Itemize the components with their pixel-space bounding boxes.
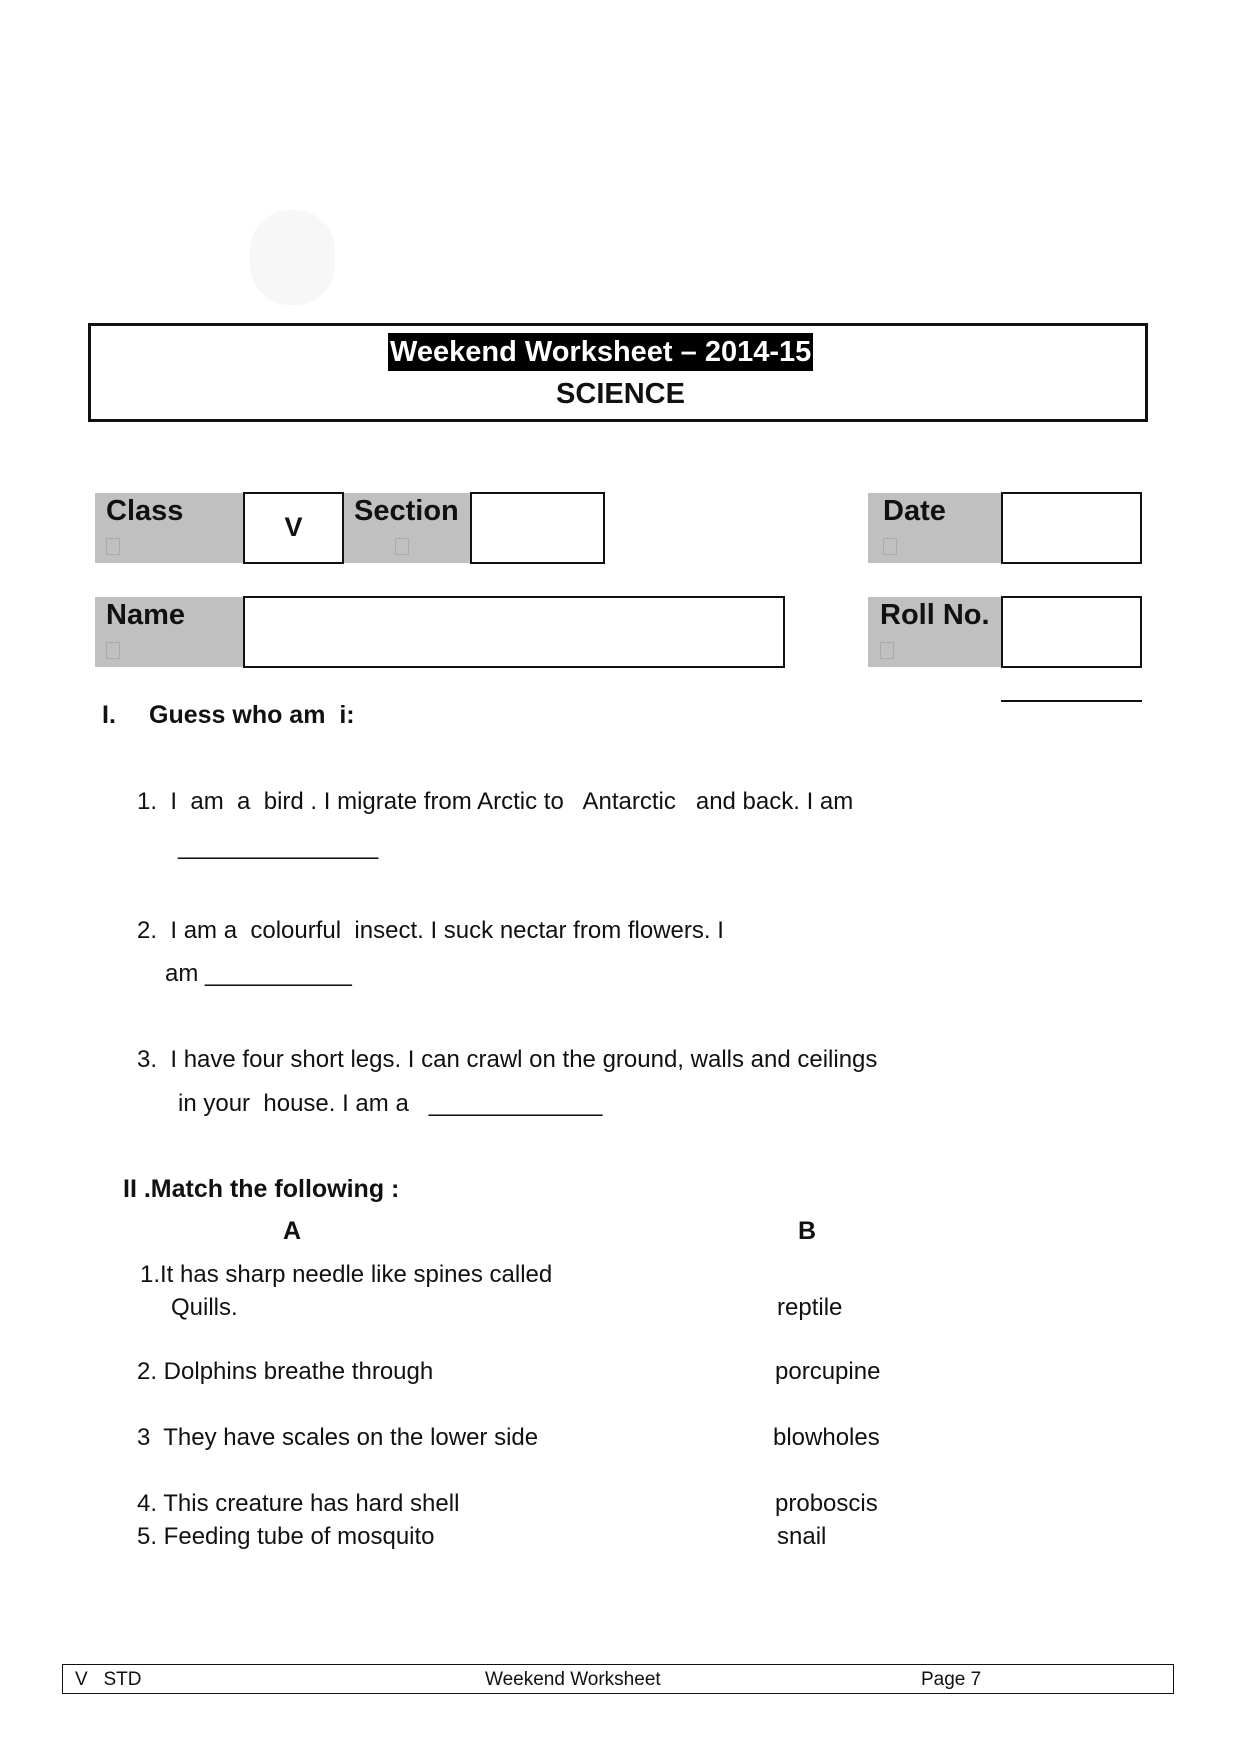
question-2-line-2[interactable]: am ___________ <box>165 960 352 987</box>
question-2-line-1: 2. I am a colourful insect. I suck nectar from flowers. I <box>137 917 724 944</box>
section-field[interactable] <box>470 492 605 564</box>
match-a3: 3 They have scales on the lower side <box>137 1424 539 1451</box>
checkbox-glyph-icon <box>880 642 894 659</box>
footer-class: V STD <box>75 1669 142 1690</box>
footer-title: Weekend Worksheet <box>485 1669 661 1690</box>
date-field[interactable] <box>1001 492 1142 564</box>
section-label-cell <box>344 493 470 563</box>
match-b2: porcupine <box>775 1358 881 1385</box>
name-label-cell <box>95 597 243 667</box>
divider-line <box>1001 700 1142 702</box>
checkbox-glyph-icon <box>106 538 120 555</box>
column-b-header: B <box>798 1217 817 1245</box>
page-footer <box>62 1664 1174 1694</box>
match-b1: reptile <box>777 1294 843 1321</box>
match-b3: blowholes <box>773 1424 880 1451</box>
name-field[interactable] <box>243 596 785 668</box>
worksheet-title: Weekend Worksheet – 2014-15 <box>388 333 813 371</box>
match-a5: 5. Feeding tube of mosquito <box>137 1523 435 1550</box>
question-1-answer-blank[interactable]: _______________ <box>178 833 379 860</box>
roll-label-cell <box>868 597 1001 667</box>
match-a4: 4. This creature has hard shell <box>137 1490 460 1517</box>
match-a1-line-2: Quills. <box>171 1294 238 1321</box>
match-b4: proboscis <box>775 1490 878 1517</box>
class-label-cell <box>95 493 243 563</box>
date-label-cell <box>868 493 1001 563</box>
class-label: Class <box>106 495 184 527</box>
checkbox-glyph-icon <box>395 538 409 555</box>
question-3-line-2[interactable]: in your house. I am a _____________ <box>178 1090 603 1117</box>
name-label: Name <box>106 599 185 631</box>
section-1-number: I. <box>102 701 116 729</box>
date-label: Date <box>883 495 946 527</box>
match-a2: 2. Dolphins breathe through <box>137 1358 434 1385</box>
question-1-line-1: 1. I am a bird . I migrate from Arctic to Antarctic and back. I am <box>137 788 854 815</box>
section-1-heading: Guess who am i: <box>149 701 355 729</box>
section-label: Section <box>354 495 459 527</box>
column-a-header: A <box>283 1217 302 1245</box>
roll-field[interactable] <box>1001 596 1142 668</box>
section-2-heading: II .Match the following : <box>123 1175 400 1203</box>
subject-title: SCIENCE <box>556 378 685 410</box>
match-b5: snail <box>777 1523 827 1550</box>
checkbox-glyph-icon <box>106 642 120 659</box>
question-3-line-1: 3. I have four short legs. I can crawl on the ground, walls and ceilings <box>137 1046 878 1073</box>
footer-page-number: Page 7 <box>921 1669 982 1690</box>
watermark-logo <box>250 210 335 305</box>
match-a1-line-1: 1.It has sharp needle like spines called <box>140 1261 553 1288</box>
class-field[interactable]: V <box>243 492 344 564</box>
roll-label: Roll No. <box>880 599 990 631</box>
checkbox-glyph-icon <box>883 538 897 555</box>
